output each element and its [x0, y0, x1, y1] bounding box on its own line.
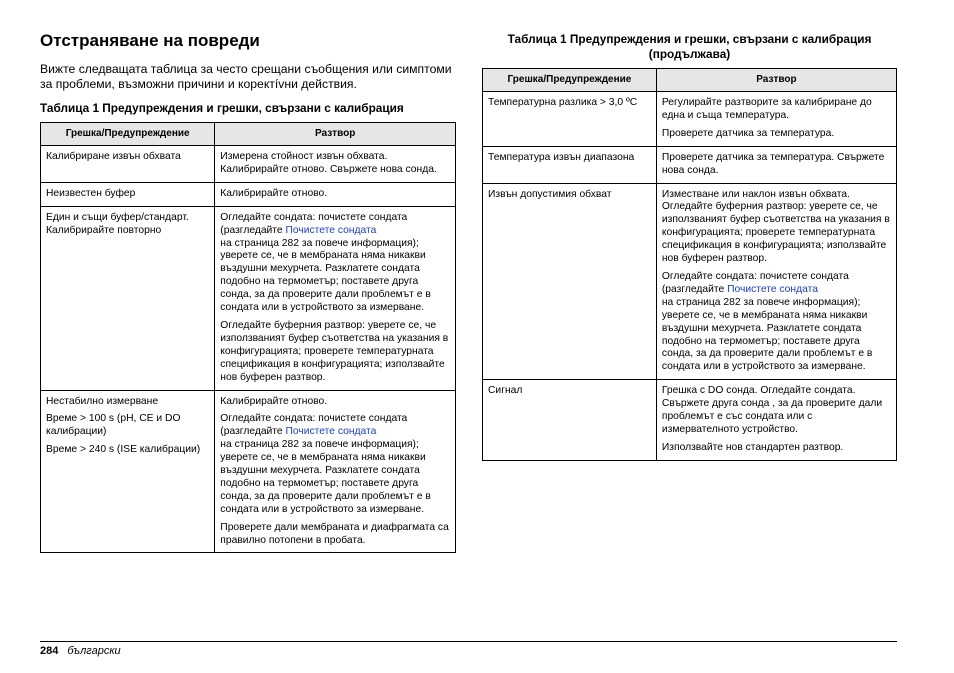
left-column	[40, 30, 456, 553]
right-column	[482, 32, 897, 461]
solution-paragraph: Проверете дали мембраната и диафрагмата са правилно потопени в пробата.	[220, 521, 449, 546]
error-cell	[41, 390, 215, 553]
table-body	[483, 92, 897, 461]
solution-cell	[215, 390, 456, 553]
error-cell	[483, 380, 657, 461]
error-cell	[41, 146, 215, 183]
solution-paragraph: Проверете датчика за температура. Свържете нова сонда.	[661, 151, 885, 176]
solution-text: на страница 282 за повече информация); уверете се, че в мембраната няма никакви въздушни мехурчета. Разклатете сондата подобно на термометър; поставете друга сонда, за да проверите дали проблемът е в сондата или в устройството за измерване.	[220, 237, 431, 314]
solution-paragraph: Огледайте буферния разтвор: уверете се, че използваният буфер съответства на указания в конфигурацията; проверете температурната спецификация в конфигурацията; използвайте нов буферен разтвор.	[220, 319, 449, 383]
table-header-row	[41, 123, 456, 146]
solution-paragraph: Калибрирайте отново.	[220, 395, 328, 407]
footer-divider	[40, 641, 897, 642]
column-header-error: Грешка/Предупреждение	[483, 69, 657, 92]
solution-cell	[656, 146, 896, 183]
clean-probe-link[interactable]: Почистете сондата	[727, 283, 818, 295]
table-row	[483, 146, 897, 183]
column-header-error: Грешка/Предупреждение	[41, 123, 215, 146]
calibration-errors-table-continued	[482, 68, 897, 461]
solution-paragraph	[220, 413, 450, 516]
solution-cell	[656, 380, 896, 461]
error-text: Един и същи буфер/стандарт. Калибрирайте повторно	[46, 211, 189, 236]
solution-cell	[215, 146, 456, 183]
table-header-row	[483, 69, 897, 92]
solution-cell	[656, 183, 896, 380]
solution-paragraph: Проверете датчика за температура.	[661, 127, 835, 139]
solution-paragraph: Използвайте нов стандартен разтвор.	[661, 441, 844, 453]
error-cell	[483, 92, 657, 147]
solution-paragraph: Грешка с DO сонда. Огледайте сондата. Свържете друга сонда , за да проверите дали проблемът е със сондата или с измервателното устройство.	[661, 385, 883, 435]
table-row	[41, 390, 456, 553]
solution-paragraph	[220, 212, 450, 315]
clean-probe-link[interactable]: Почистете сондата	[285, 426, 377, 438]
solution-text: на страница 282 за повече информация); уверете се, че в мембраната няма никакви въздушни мехурчета. Разклатете сондата подобно на термометър; поставете друга сонда, за да проверите дали проблемът е в сондата или в устройството за измерване.	[220, 439, 431, 515]
solution-cell	[215, 206, 456, 390]
solution-text: Огледайте сондата: почистете сондата (разгледайте	[220, 413, 408, 438]
solution-paragraph: Изместване или наклон извън обхвата. Огледайте буферния разтвор: уверете се, че използваният буфер съответства на указания в конфигурацията; проверете температурната спецификация в конфигурацията; използвайте нов буферен разтвор.	[661, 188, 890, 265]
error-cell	[41, 206, 215, 390]
error-text: Нестабилно измерване	[46, 395, 159, 407]
solution-paragraph	[662, 271, 891, 374]
table-row	[483, 183, 897, 380]
solution-paragraph: Регулирайте разтворите за калибриране до една и съща температура.	[661, 97, 872, 121]
solution-text: на страница 282 за повече информация); уверете се, че в мембраната няма никакви въздушни мехурчета. Разклатете сондата подобно на термометър; поставете друга сонда, за да проверите дали проблемът е в сондата или в устройството за измерване.	[661, 296, 873, 373]
table-row	[483, 380, 897, 461]
solution-cell	[656, 92, 896, 147]
column-header-solution: Разтвор	[215, 123, 456, 146]
table-row	[483, 92, 897, 147]
table-caption-continued: Таблица 1 Предупреждения и грешки, свързани с калибрация (продължава)	[507, 32, 872, 61]
error-text: Сигнал	[488, 385, 523, 397]
error-text: Неизвестен буфер	[46, 187, 136, 199]
page-number: 284	[40, 645, 59, 657]
error-text: Температура извън диапазона	[488, 151, 635, 163]
footer-language: български	[67, 645, 121, 657]
table-row	[41, 146, 456, 183]
error-cell	[41, 182, 215, 206]
page-footer	[40, 645, 121, 657]
error-cell	[483, 183, 657, 380]
solution-text: Огледайте сондата: почистете сондата (разгледайте	[220, 211, 408, 236]
error-text: Калибриране извън обхвата	[46, 151, 181, 162]
error-text: Извън допустимия обхват	[488, 188, 612, 200]
page-title: Отстраняване на повреди	[40, 31, 260, 50]
column-header-solution: Разтвор	[656, 69, 896, 92]
table-row	[41, 206, 456, 390]
calibration-errors-table	[40, 122, 456, 553]
clean-probe-link[interactable]: Почистете сондата	[285, 224, 377, 236]
error-cell	[483, 146, 657, 183]
solution-text: Огледайте сондата: почистете сондата (разгледайте	[661, 270, 849, 295]
table-body	[41, 146, 456, 553]
intro-text: Вижте следващата таблица за често срещани съобщения или симптоми за проблеми, възможни причини и коректívни действия.	[40, 62, 452, 91]
error-text: Време > 100 s (pH, CE и DO калибрации)	[46, 413, 181, 438]
table-row	[41, 182, 456, 206]
error-text: Време > 240 s (ISE калибрации)	[46, 444, 201, 456]
table-caption: Таблица 1 Предупреждения и грешки, свързани с калибрация	[40, 101, 404, 115]
error-text: Температурна разлика > 3,0 ºC	[488, 97, 638, 108]
solution-paragraph: Калибрирайте отново.	[220, 187, 328, 199]
solution-cell	[215, 182, 456, 206]
solution-paragraph: Измерена стойност извън обхвата. Калибрирайте отново. Свържете нова сонда.	[220, 151, 437, 175]
